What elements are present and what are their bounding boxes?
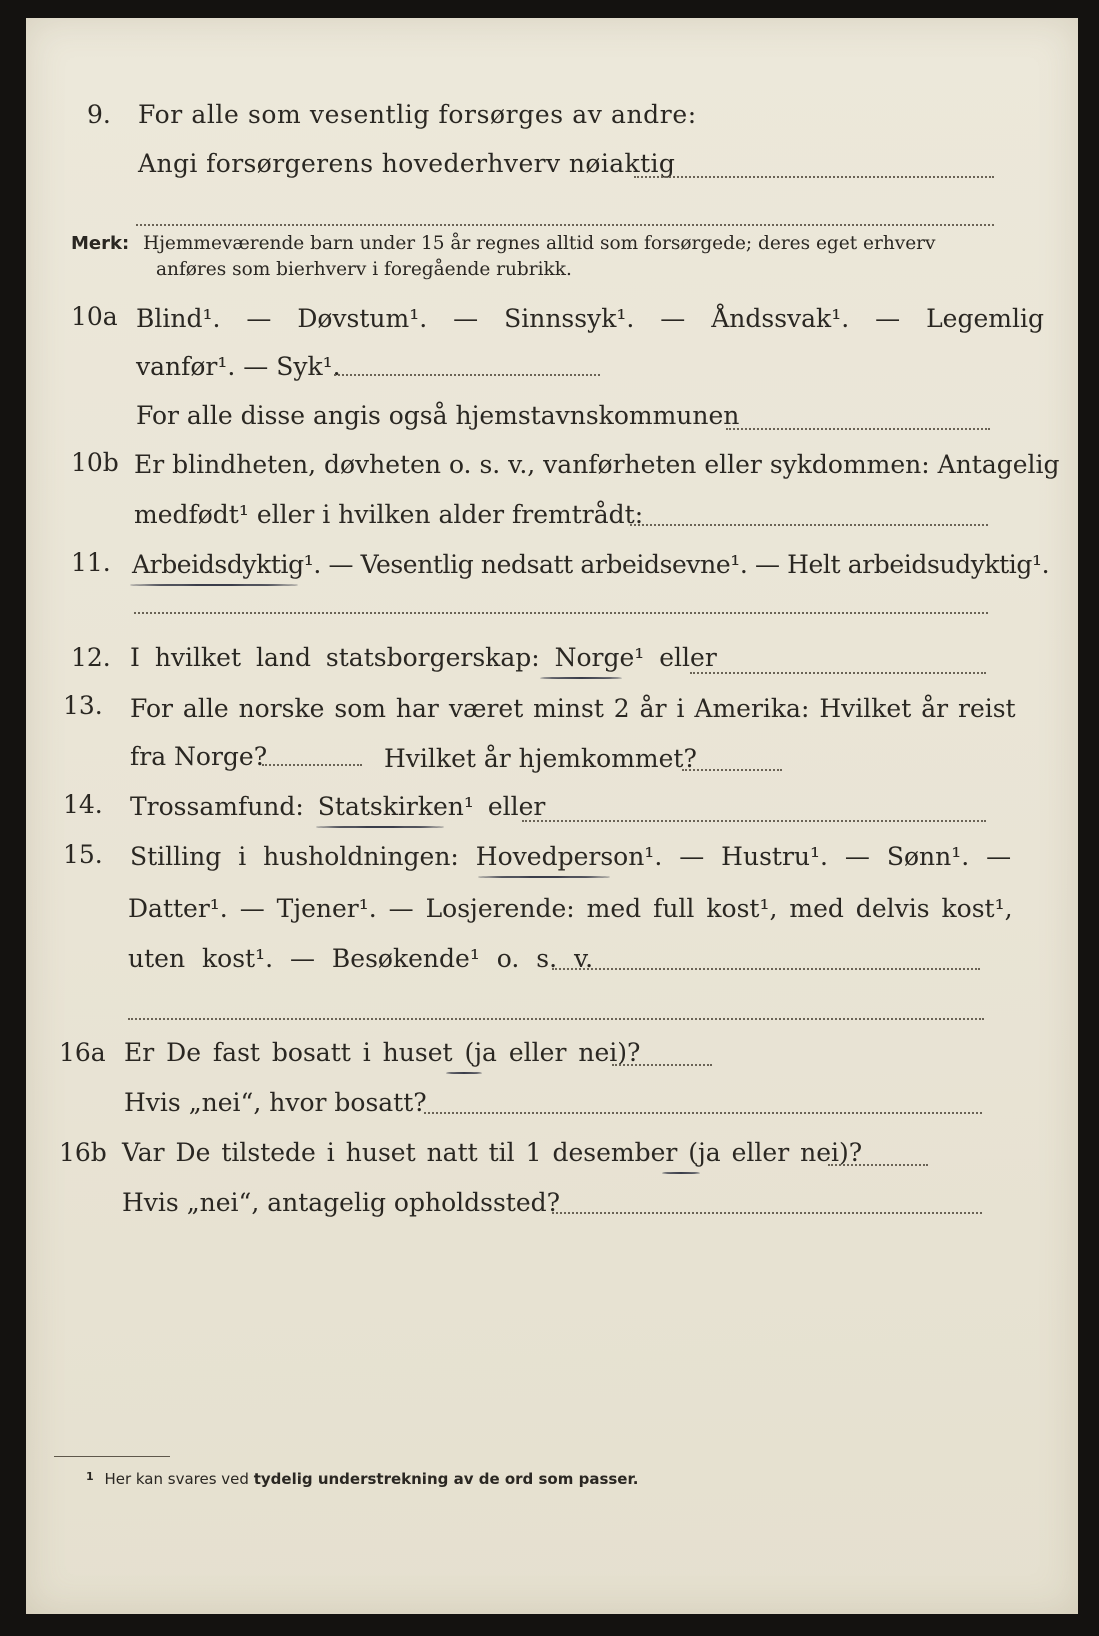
- merk-line1: [71, 232, 935, 256]
- q11-number: 11.: [71, 548, 111, 577]
- q15-text-line3: uten kost¹. — Besøkende¹ o. s. v.: [128, 944, 594, 973]
- q15-text-line2: Datter¹. — Tjener¹. — Losjerende: med full kost¹, med delvis kost¹,: [128, 894, 1013, 923]
- q13-hjemkommet-line: [682, 769, 782, 771]
- q16b-answer-line: [828, 1164, 928, 1166]
- q13-text-line2b: Hvilket år hjemkommet?: [384, 744, 697, 773]
- q16b-text-line2: Hvis „nei“, antagelig opholdssted?: [122, 1188, 561, 1217]
- q13-reist-line: [262, 764, 362, 766]
- q14-text-line1: Trossamfund: Statskirken¹ eller: [130, 792, 546, 821]
- q14-answer-line: [522, 820, 986, 822]
- q16a-text-line2: Hvis „nei“, hvor bosatt?: [124, 1088, 427, 1117]
- q16a-pen-underline: [446, 1072, 482, 1074]
- census-form-page: [26, 18, 1078, 1614]
- q11-answer-line: [134, 612, 988, 614]
- q12-text-line1: I hvilket land statsborgerskap: Norge¹ eller: [130, 643, 717, 672]
- q16a-bosatt-line: [424, 1112, 982, 1114]
- q12-answer-line: [690, 672, 986, 674]
- q10b-number: 10b: [71, 448, 119, 477]
- q14-pen-underline: [316, 826, 444, 828]
- q13-number: 13.: [63, 691, 103, 720]
- q15-pen-underline: [478, 876, 610, 878]
- footnote-text-plain: Her kan svares ved: [104, 1470, 249, 1488]
- q15-answer-line: [552, 968, 980, 970]
- q16b-opholdssted-line: [552, 1212, 982, 1214]
- q15-answer-line-2: [128, 1018, 984, 1020]
- q9-text-line2: Angi forsørgerens hovederhverv nøiaktig: [138, 149, 676, 178]
- footnote-mark: 1: [86, 1470, 94, 1483]
- merk-text-line2: anføres som bierhverv i foregående rubrikk.: [156, 259, 572, 280]
- q12-pen-underline: [540, 677, 622, 679]
- q9-answer-line: [634, 176, 994, 178]
- q15-text-line1: Stilling i husholdningen: Hovedperson¹. — Hustru¹. — Sønn¹. —: [130, 842, 1012, 871]
- q16a-number: 16a: [59, 1038, 106, 1067]
- q14-number: 14.: [63, 790, 103, 819]
- q16b-number: 16b: [59, 1138, 107, 1167]
- q10a-hjemstavn-line: [726, 428, 990, 430]
- q11-text-line1: Arbeidsdyktig¹. — Vesentlig nedsatt arbeidsevne¹. — Helt arbeidsudyktig¹.: [132, 550, 1050, 579]
- q10b-text-line2: medfødt¹ eller i hvilken alder fremtrådt:: [134, 500, 644, 529]
- q10b-text-line1: Er blindheten, døvheten o. s. v., vanførheten eller sykdommen: Antagelig: [134, 450, 1060, 479]
- q16b-text-line1: Var De tilstede i huset natt til 1 desember (ja eller nei)?: [122, 1138, 863, 1167]
- q10a-text-line1: Blind¹. — Døvstum¹. — Sinnssyk¹. — Åndssvak¹. — Legemlig: [136, 304, 1044, 333]
- merk-text-line1: Hjemmeværende barn under 15 år regnes alltid som forsørgede; deres eget erhverv: [143, 233, 936, 254]
- q12-number: 12.: [71, 643, 111, 672]
- q10b-answer-line: [630, 524, 988, 526]
- q13-text-line2a: fra Norge?: [130, 742, 268, 771]
- q16b-pen-underline: [662, 1172, 700, 1174]
- q10a-number: 10a: [71, 302, 118, 331]
- q9-text-line1: For alle som vesentlig forsørges av andre:: [138, 100, 697, 129]
- footnote: [86, 1470, 638, 1488]
- footnote-text-bold: tydelig understrekning av de ord som passer.: [253, 1470, 639, 1488]
- q16a-answer-line: [612, 1064, 712, 1066]
- q10a-answer-line: [334, 374, 600, 376]
- q13-text-line1: For alle norske som har været minst 2 år i Amerika: Hvilket år reist: [130, 694, 1016, 723]
- q9-number: 9.: [87, 100, 111, 129]
- q9-answer-line-2: [136, 224, 994, 226]
- q10a-text-line2: vanfør¹. — Syk¹.: [136, 352, 341, 381]
- q15-number: 15.: [63, 840, 103, 869]
- q10a-text-line3: For alle disse angis også hjemstavnskommunen: [136, 401, 740, 430]
- q11-pen-underline: [130, 584, 298, 586]
- q16a-text-line1: Er De fast bosatt i huset (ja eller nei)?: [124, 1038, 641, 1067]
- footnote-rule: [54, 1456, 170, 1457]
- merk-label: Merk:: [71, 233, 130, 254]
